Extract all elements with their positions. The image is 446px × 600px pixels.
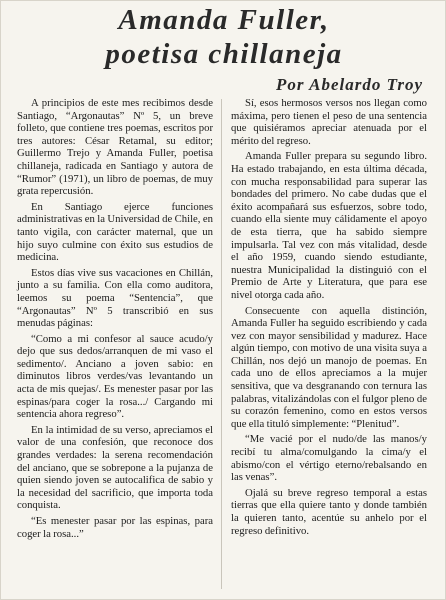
- left-column: [17, 97, 213, 543]
- poem-quote: “Es menester pasar por las espinas, para coger la rosa...”: [17, 515, 213, 540]
- poem-quote: “Me vacié por el nudo/de las manos/y recibí tu alma/comulgando la cima/y el abismo/con el vértigo eterno/rebalsando en las venas”.: [231, 433, 427, 484]
- poem-quote: “Como a mi confesor al sauce acudo/y dejo que sus dedos/arranquen de mi vaso el sedimento/. Anciano a joven sabio: en diminutos libros verdes/vas levantando un acta de mis quejas/. Es menester pasar por las espinas/para coger la rosa.../ Cargando mi sentencia ahora regreso”.: [17, 332, 213, 421]
- paragraph: Consecuente con aquella distinción, Amanda Fuller ha seguido escribiendo y cada vez con mayor sensibilidad y madurez. Hace algún tiempo, con motivo de una visita suya a Chillán, nos dejó un manojo de poemas. En cada uno de ellos apreciamos a la mujer sensitiva, que va desgranando con ternura las palabras, vitalizándolas con el fulgor pleno de su corazón femenino, como en estos versos que ella tituló simplemente: “Plenitud”.: [231, 304, 427, 430]
- article-title-line-2: poetisa chillaneja: [105, 38, 343, 70]
- paragraph: A principios de este mes recibimos desde Santiago, “Argonautas” Nº 5, un breve folleto, que contiene tres poemas, escritos por tres autores: César Retamal, su editor; Guillermo Trejo y Amanda Fuller, poetisa chillaneja, radicada en Santiago y autora de “Rumor” (1971), un libro de poemas, de muy grata repercusión.: [17, 97, 213, 198]
- column-divider: [221, 99, 222, 589]
- paragraph: Amanda Fuller prepara su segundo libro. Ha estado trabajando, en esta última década, con mucha responsabilidad para superar las bondades del primero. No cabe dudas que el éxito acompañará sus esfuerzos, sobre todo, cuando ella siente muy cálidamente el apoyo de esta tierra, que ha sabido siempre impulsarla. Tal vez con más vitalidad, desde el año 1959, cuando siendo estudiante, nuestra Municipalidad la distinguió con el Premio de Arte y Literatura, que para ese nivel otorga cada año.: [231, 150, 427, 301]
- paragraph: Ojalá su breve regreso temporal a estas tierras que ella quiere tanto y donde también la quieren tanto, acentúe su anhelo por el regreso definitivo.: [231, 486, 427, 537]
- paragraph: Estos días vive sus vacaciones en Chillán, junto a su familia. Con ella como auditora, leemos su poema “Sentencia”, que “Argonautas” Nº 5 transcribió en sus menudas páginas:: [17, 266, 213, 330]
- paragraph: Sí, esos hermosos versos nos llegan como máxima, pero tienen el peso de una sentencia que quisiéramos apreciar atenuada por el mérito del regreso.: [231, 97, 427, 147]
- article-byline: Por Abelardo Troy: [275, 75, 423, 94]
- article-title-line-1: Amanda Fuller,: [118, 4, 330, 36]
- paragraph: En Santiago ejerce funciones administrativas en la Universidad de Chile, en tanto vigila, con carácter maternal, que un hijo suyo culmine con éxito sus estudios de medicina.: [17, 200, 213, 264]
- right-column: [231, 97, 427, 540]
- paragraph: En la intimidad de su verso, apreciamos el valor de una confesión, que reconoce dos grandes verdades: la serena recomendación del anciano, que se sobrepone a la pujanza de quien siendo joven se autocalifica de sabio y la necesidad del sacrificio, que importa toda conquista.: [17, 423, 213, 512]
